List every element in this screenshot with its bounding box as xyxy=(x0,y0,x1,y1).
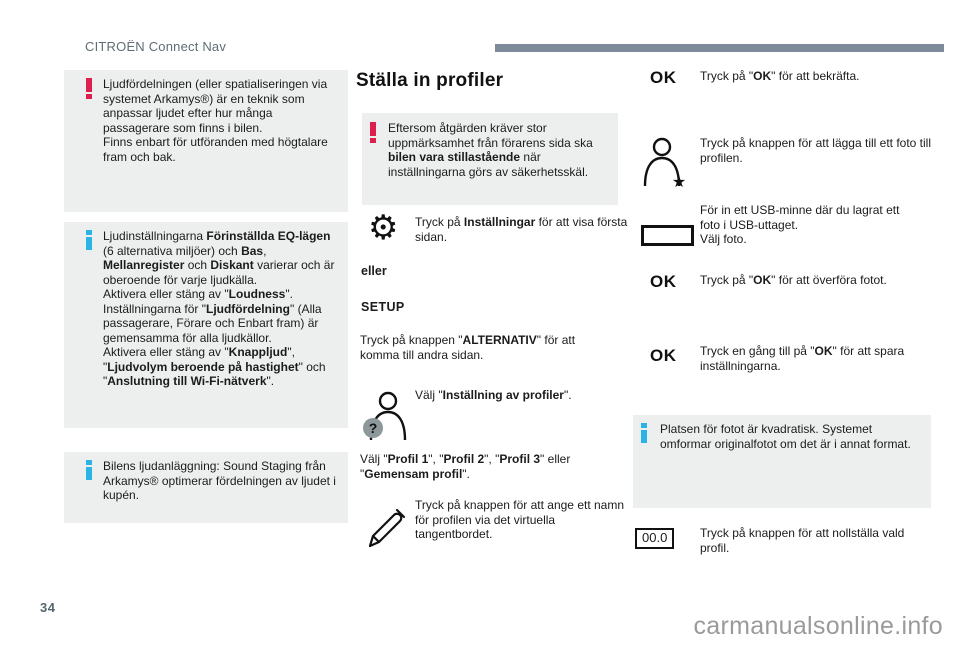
step-text: Tryck på knappen för att lägga till ett foto till profilen. xyxy=(700,136,932,165)
warning-box-vehicle-stationary xyxy=(362,113,618,205)
step-open-settings xyxy=(360,208,640,255)
warning-box-text xyxy=(388,121,610,179)
paragraph: Välj foto. xyxy=(700,232,747,246)
warning-box-audio-distribution xyxy=(64,70,348,212)
step-text: Tryck på knappen för att nollställa vald profil. xyxy=(700,526,905,555)
step-insert-usb xyxy=(640,201,940,259)
top-divider-bar xyxy=(495,44,944,52)
step-add-photo xyxy=(640,133,940,191)
info-box-photo-format xyxy=(633,415,931,508)
ok-button-label: OK xyxy=(650,346,677,365)
usb-stick-icon xyxy=(641,225,694,246)
info-icon xyxy=(641,423,647,443)
paragraph: Bilens ljudanläggning: Sound Staging från Arkamys® optimerar fördelningen av ljudet i kupén. xyxy=(103,459,336,502)
warning-exclamation-icon xyxy=(86,78,92,99)
step-text: Tryck en gång till på "OK" för att spara inställningarna. xyxy=(700,344,905,373)
warning-box-text xyxy=(103,77,341,164)
paragraph: Eftersom åtgärden kräver stor uppmärksamhet från förarens sida ska bilen vara stillastående när inställningarna görs av säkerhetsskäl. xyxy=(388,121,593,179)
ok-button-label: OK xyxy=(650,68,677,87)
paragraph: Finns enbart för utföranden med högtalare fram och bak. xyxy=(103,135,328,164)
step-text: Tryck på knappen för att ange ett namn för profilen via det virtuella tangentbordet. xyxy=(415,498,625,541)
info-icon xyxy=(86,230,92,250)
step-enter-profile-name xyxy=(360,496,640,556)
step-text: Tryck på Inställningar för att visa första sidan. xyxy=(415,215,628,244)
info-box-text xyxy=(103,229,341,389)
person-question-icon xyxy=(362,390,408,442)
step-text: Tryck på "OK" för att bekräfta. xyxy=(700,69,860,83)
paragraph: Ljudinställningarna Förinställda EQ-lägen (6 alternativa miljöer) och Bas, Mellanregister och Diskant varierar och är oberoende för varje ljudkälla. xyxy=(103,229,335,287)
step-transfer-photo-ok xyxy=(648,270,948,300)
star-glyph: ★ xyxy=(671,174,687,188)
paragraph: Aktivera eller stäng av "Loudness". xyxy=(103,287,293,301)
or-label: eller xyxy=(361,264,387,278)
settings-gear-icon: ⚙ xyxy=(368,208,399,248)
step-text: Tryck på "OK" för att överföra fotot. xyxy=(700,273,887,287)
reset-counter-icon: 00.0 xyxy=(635,528,674,549)
paragraph: För in ett USB-minne där du lagrat ett foto i USB-uttaget. xyxy=(700,203,900,232)
warning-exclamation-icon xyxy=(370,122,376,143)
step-reset-profile xyxy=(635,524,935,564)
step-confirm-ok xyxy=(648,66,948,96)
profile-select-paragraph: Välj "Profil 1", "Profil 2", "Profil 3" eller "Gemensam profil". xyxy=(360,452,571,481)
page-number: 34 xyxy=(40,600,56,615)
pen-icon xyxy=(365,506,407,552)
info-box-eq-settings xyxy=(64,222,348,428)
question-glyph: ? xyxy=(368,420,378,436)
alternativ-paragraph: Tryck på knappen "ALTERNATIV" för att komma till andra sidan. xyxy=(360,333,576,362)
step-text: Välj "Inställning av profiler". xyxy=(415,388,572,402)
step-save-settings-ok xyxy=(648,342,948,382)
paragraph: Ljudfördelningen (eller spatialiseringen via systemet Arkamys®) är en teknik som anpassar ljudet efter hur många passagerare som finns i bilen. xyxy=(103,77,328,135)
page-header-title: CITROËN Connect Nav xyxy=(85,39,227,54)
info-box-sound-staging xyxy=(64,452,348,523)
info-icon xyxy=(86,460,92,480)
info-box-text xyxy=(103,459,341,503)
info-box-text xyxy=(660,422,918,451)
paragraph: Inställningarna för "Ljudfördelning" (Alla passagerare, Förare och Enbart fram) är gemensamma för alla ljudkällor. xyxy=(103,301,322,345)
ok-button-label: OK xyxy=(650,272,677,291)
setup-button-label: SETUP xyxy=(361,300,405,314)
watermark: carmanualsonline.info xyxy=(693,612,943,640)
section-title: Ställa in profiler xyxy=(356,70,504,91)
paragraph: Aktivera eller stäng av "Knappljud", "Ljudvolym beroende på hastighet" och "Anslutning till Wi-Fi-nätverk". xyxy=(103,345,326,388)
step-text xyxy=(700,203,912,247)
paragraph: Platsen för fotot är kvadratisk. Systemet omformar originalfotot om det är i annat format. xyxy=(660,422,911,451)
person-star-icon xyxy=(641,136,687,188)
step-profile-settings-menu xyxy=(360,386,640,444)
